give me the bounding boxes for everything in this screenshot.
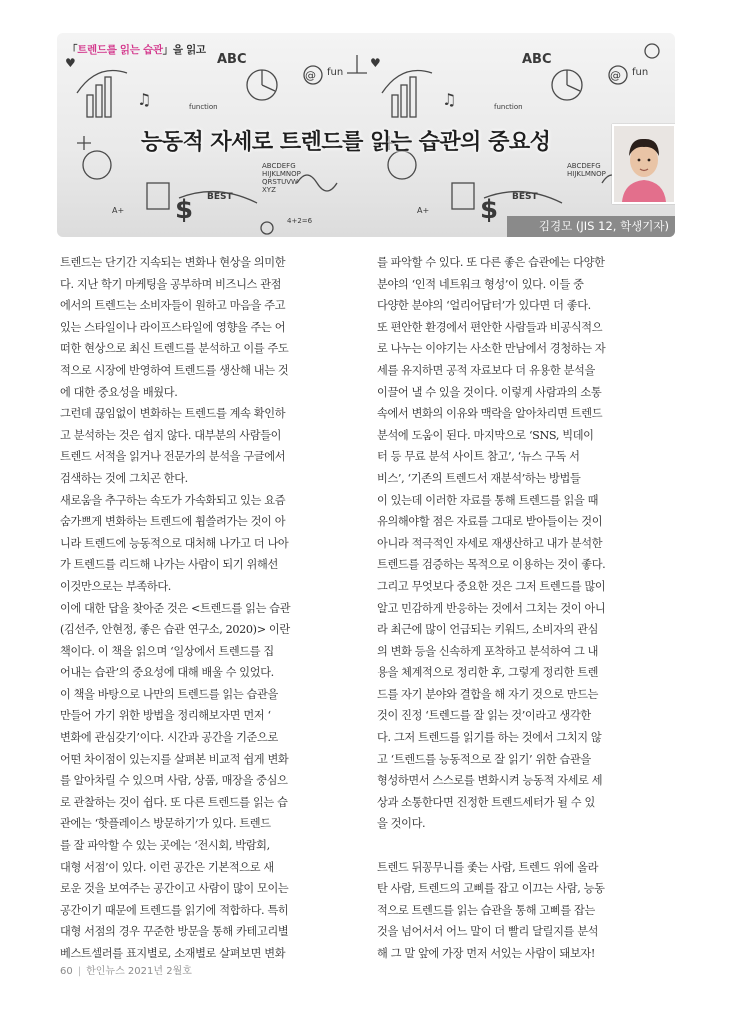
- doodle-alpha-2b: HIJKLMNOP: [567, 170, 606, 178]
- text-line: 을 것이다.: [377, 817, 426, 831]
- doodle-note: ♫: [137, 90, 152, 109]
- text-line: 상과 소통한다면 진정한 트렌드세터가 될 수 있: [377, 795, 595, 809]
- text-line: 형성하면서 스스로를 변화시켜 능동적 자세로 세: [377, 774, 603, 788]
- text-line: 고 분석하는 것은 쉽지 않다. 대부분의 사람들이: [60, 428, 282, 442]
- text-line: 트렌드를 검증하는 목적으로 이용하는 것이 좋다.: [377, 558, 606, 572]
- doodle-note-2: ♫: [442, 90, 457, 109]
- text-line: 이것만으로는 부족하다.: [60, 579, 171, 593]
- text-line: 떠한 현상으로 최신 트렌드를 분석하고 이를 주도: [60, 342, 289, 356]
- doodle-fun-2: fun: [632, 67, 649, 78]
- text-line: 공간이기 때문에 트렌드를 읽기에 적합하다. 특히: [60, 903, 289, 917]
- text-line: 에서의 트렌드는 소비자들이 원하고 마음을 주고: [60, 299, 286, 313]
- doodle-alpha-3: QRSTUVW: [262, 178, 298, 186]
- text-line: 숨가쁘게 변화하는 트렌드에 휩쓸려가는 것이 아: [60, 515, 286, 529]
- text-line: 적으로 트렌드를 읽는 습관을 통해 고삐를 잡는: [377, 903, 595, 917]
- page-number: 60: [60, 966, 73, 977]
- doodle-abc-2: ABC: [522, 52, 552, 67]
- page-footer: [60, 962, 192, 977]
- text-line: 이 있는데 이러한 자료를 통해 트렌드를 읽을 때: [377, 493, 599, 507]
- text-line: 검색하는 것에 그치곤 한다.: [60, 471, 188, 485]
- text-line: 비스’, ‘기존의 트렌드서 재분석’하는 방법들: [377, 471, 581, 485]
- doodle-alpha-1: ABCDEFG: [262, 162, 296, 170]
- text-line: 다. 그저 트렌드를 읽기를 하는 것에서 그치지 않: [377, 731, 602, 745]
- text-line: 드를 자기 분야와 결합을 해 자기 것으로 만드는: [377, 687, 599, 701]
- doodle-abc: ABC: [217, 52, 247, 67]
- text-line: 아니라 적극적인 자세로 재생산하고 내가 분석한: [377, 536, 603, 550]
- text-line: 터 등 무료 분석 사이트 참고’, ‘뉴스 구독 서: [377, 450, 580, 464]
- issue-label: 한인뉴스 2021년 2월호: [86, 966, 192, 977]
- text-line: 세를 유지하면 공적 자료보다 더 유용한 분석을: [377, 363, 595, 377]
- text-line: 분석에 도움이 된다. 마지막으로 ‘SNS, 빅데이: [377, 428, 594, 442]
- text-line: 분야의 ‘인적 네트워크 형성’이 있다. 이들 중: [377, 277, 584, 291]
- text-line: 로운 것을 보여주는 공간이고 사람이 많이 모이는: [60, 882, 289, 896]
- text-line: 그리고 무엇보다 중요한 것은 그저 트렌드를 많이: [377, 579, 606, 593]
- text-line: 알고 민감하게 반응하는 것에서 그치는 것이 아니: [377, 601, 606, 615]
- text-line: 가 트렌드를 리드해 나가는 사람이 되기 위해선: [60, 558, 278, 572]
- footer-separator: |: [77, 966, 82, 977]
- text-line: 이끌어 낼 수 있을 것이다. 이렇게 사람과의 소통: [377, 385, 602, 399]
- text-line: 로 관찰하는 것이 쉽다. 또 다른 트렌드를 읽는 습: [60, 795, 288, 809]
- doodle-best-2: BEST: [512, 192, 538, 202]
- text-line: 관에는 ‘핫플레이스 방문하기’가 있다. 트렌드: [60, 817, 271, 831]
- text-line: 속에서 변화의 이유와 맥락을 알아차리면 트렌드: [377, 407, 603, 421]
- text-line: 것을 넘어서서 어느 말이 더 빨리 달릴지를 분석: [377, 925, 599, 939]
- text-line: 다. 지난 학기 마케팅을 공부하며 비즈니스 관점: [60, 277, 282, 291]
- text-line: 적으로 시장에 반영하여 트렌드를 생산해 내는 것: [60, 363, 289, 377]
- text-line: [377, 835, 662, 857]
- text-line: 다양한 분야의 ‘얼리어답터’가 있다면 더 좋다.: [377, 299, 591, 313]
- text-line: 를 알아차릴 수 있으며 사람, 상품, 매장을 중심으: [60, 774, 288, 788]
- article-column-right: [377, 252, 662, 965]
- text-line: 트렌드 서적을 읽거나 전문가의 분석을 구글에서: [60, 450, 286, 464]
- author-byline: 김경모 (JIS 12, 학생기자): [507, 216, 675, 237]
- text-line: 를 잘 파악할 수 있는 곳에는 ‘전시회, 박람회,: [60, 839, 270, 853]
- doodle-alpha-2: HIJKLMNOP: [262, 170, 301, 178]
- text-line: 트렌드 뒤꽁무니를 좇는 사람, 트렌드 위에 올라: [377, 860, 599, 874]
- text-line: 탄 사람, 트렌드의 고삐를 잡고 이끄는 사람, 능동: [377, 882, 605, 896]
- doodle-fun: fun: [327, 67, 344, 78]
- doodle-best: BEST: [207, 192, 233, 202]
- text-line: 트렌드는 단기간 지속되는 변화나 현상을 의미한: [60, 256, 286, 269]
- text-line: 대형 서점’이 있다. 이런 공간은 기본적으로 새: [60, 860, 274, 874]
- doodle-plus: A+: [112, 206, 125, 215]
- text-line: 의 변화 등을 신속하게 포착하고 분석하여 그 내: [377, 644, 599, 658]
- doodle-alpha-4: XYZ: [262, 186, 276, 194]
- text-line: 있는 스타일이나 라이프스타일에 영향을 주는 어: [60, 320, 286, 334]
- author-photo: [612, 124, 675, 204]
- text-line: 변화에 관심갖기’이다. 시간과 공간을 기준으로: [60, 731, 278, 745]
- header-banner: [57, 33, 675, 237]
- doodle-heart: ♥: [65, 56, 76, 70]
- text-line: 또 편안한 환경에서 편안한 사람들과 비공식적으: [377, 320, 603, 334]
- doodle-function: function: [189, 103, 218, 111]
- doodle-at-2: @: [610, 69, 621, 82]
- doodle-plus-2: A+: [417, 206, 430, 215]
- text-line: 라 최근에 많이 언급되는 키워드, 소비자의 관심: [377, 623, 599, 637]
- doodle-math: 4+2=6: [287, 217, 313, 225]
- text-line: 이에 대한 답을 찾아준 것은 <트렌드를 읽는 습관: [60, 601, 291, 615]
- doodle-at: @: [305, 69, 316, 82]
- text-line: 새로움을 추구하는 속도가 가속화되고 있는 요즘: [60, 493, 286, 507]
- text-line: 책이다. 이 책을 읽으며 ‘일상에서 트렌드를 집: [60, 644, 274, 658]
- kicker: [67, 42, 206, 57]
- text-line: (김선주, 안현정, 좋은 습관 연구소, 2020)> 이란: [60, 623, 290, 637]
- doodle-heart-2: ♥: [370, 56, 381, 70]
- text-line: 만들어 가기 위한 방법을 정리해보자면 먼저 ‘: [60, 709, 271, 723]
- text-line: 를 파악할 수 있다. 또 다른 좋은 습관에는 다양한: [377, 256, 605, 269]
- doodle-dollar: $: [175, 195, 194, 225]
- text-line: 유의해야할 점은 자료를 그대로 받아들이는 것이: [377, 515, 603, 529]
- text-line: 로 나누는 이야기는 사소한 만남에서 경청하는 자: [377, 342, 606, 356]
- text-line: 대형 서점의 경우 꾸준한 방문을 통해 카테고리별: [60, 925, 289, 939]
- text-line: 용을 체계적으로 정리한 후, 그렇게 정리한 트렌: [377, 666, 599, 680]
- kicker-open: 「: [67, 44, 78, 56]
- doodle-function-2: function: [494, 103, 523, 111]
- doodle-dollar-2: $: [480, 195, 499, 225]
- article-headline: 능동적 자세로 트렌드를 읽는 습관의 중요성: [141, 130, 551, 155]
- text-line: 그런데 끊임없이 변화하는 트렌드를 계속 확인하: [60, 407, 286, 421]
- article-column-left: [60, 252, 345, 965]
- text-line: 베스트셀러를 표지별로, 소재별로 살펴보면 변화: [60, 947, 286, 960]
- text-line: 고 ‘트렌드를 능동적으로 잘 읽기’ 위한 습관을: [377, 752, 591, 766]
- doodle-alpha-1b: ABCDEFG: [567, 162, 601, 170]
- text-line: 이 책을 바탕으로 나만의 트렌드를 읽는 습관을: [60, 687, 278, 701]
- text-line: 니라 트렌드에 능동적으로 대처해 나가고 더 나아: [60, 536, 289, 550]
- text-line: 것이 진정 ‘트렌드를 잘 읽는 것’이라고 생각한: [377, 709, 591, 723]
- text-line: 해 그 말 앞에 가장 먼저 서있는 사람이 돼보자!: [377, 947, 596, 960]
- text-line: 어떤 차이점이 있는지를 살펴본 비교적 쉽게 변화: [60, 752, 289, 766]
- text-line: 어내는 습관’의 중요성에 대해 배울 수 있었다.: [60, 666, 274, 680]
- text-line: 에 대한 중요성을 배웠다.: [60, 385, 178, 399]
- kicker-close: 」을 읽고: [162, 44, 206, 56]
- kicker-book-title: 트렌드를 읽는 습관: [77, 44, 163, 56]
